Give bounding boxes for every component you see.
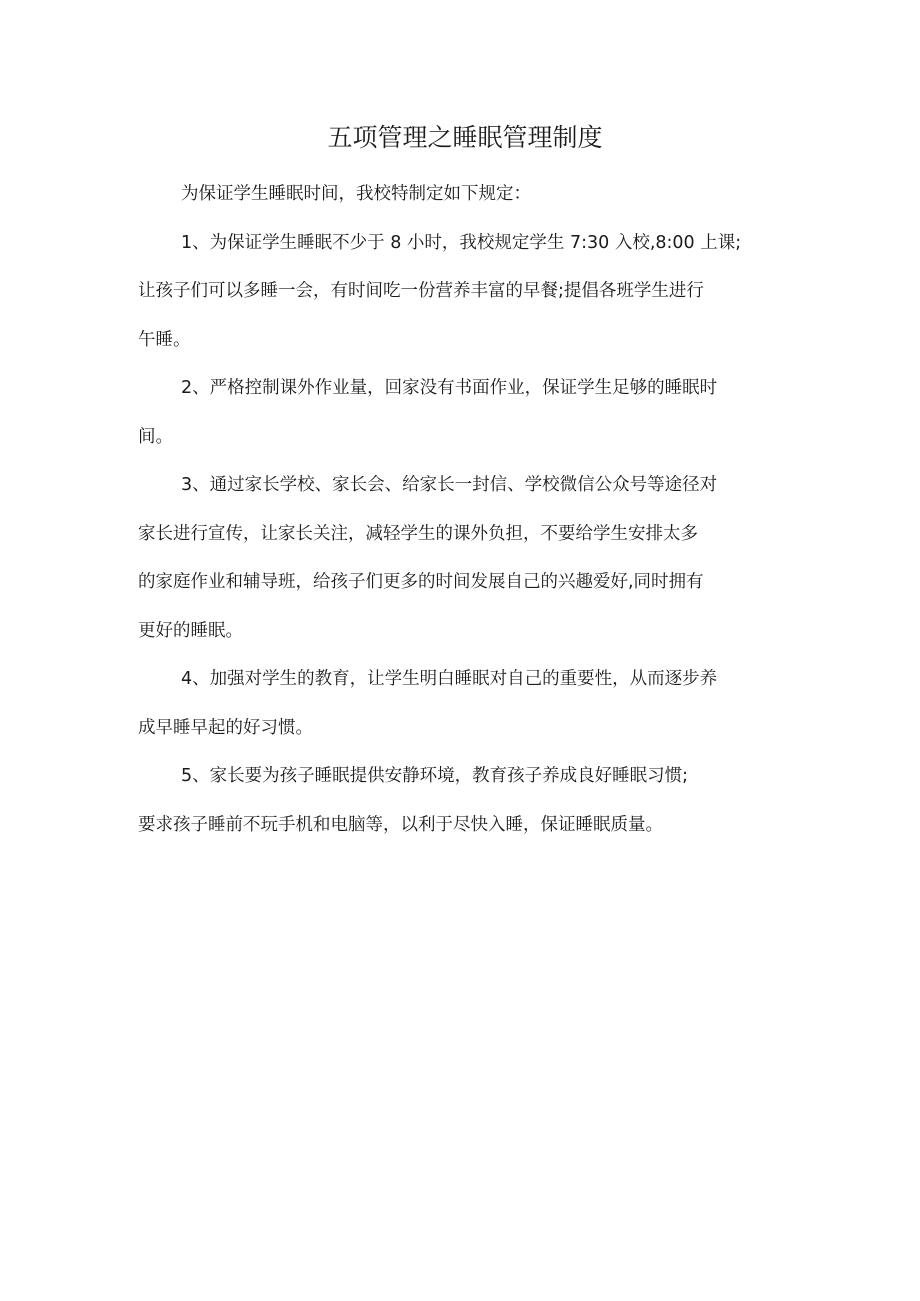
closing-line: 要求孩子睡前不玩手机和电脑等，以利于尽快入睡，保证睡眠质量。 bbox=[138, 814, 663, 835]
rule-3-line-2: 家长进行宣传，让家长关注，减轻学生的课外负担，不要给学生安排太多 bbox=[138, 523, 698, 544]
rule-1-line-1: 1、为保证学生睡眠不少于 8 小时，我校规定学生 7:30 入校,8:00 上课; bbox=[181, 232, 742, 253]
rule-paragraph-1 bbox=[138, 219, 798, 365]
closing-paragraph bbox=[138, 801, 798, 850]
intro-paragraph bbox=[138, 170, 798, 219]
document-body bbox=[138, 170, 798, 849]
rule-1-line-2: 让孩子们可以多睡一会，有时间吃一份营养丰富的早餐;提倡各班学生进行 bbox=[138, 281, 704, 301]
rule-5-line-1: 5、家长要为孩子睡眠提供安静环境，教育孩子养成良好睡眠习惯; bbox=[181, 766, 689, 786]
intro-line: 为保证学生睡眠时间，我校特制定如下规定： bbox=[181, 184, 531, 204]
rule-paragraph-5 bbox=[138, 752, 798, 801]
document-title: 五项管理之睡眠管理制度 bbox=[327, 123, 603, 152]
rule-1-line-3: 午睡。 bbox=[138, 329, 191, 350]
rule-3-line-4: 更好的睡眠。 bbox=[138, 620, 243, 641]
rule-2-line-1: 2、严格控制课外作业量，回家没有书面作业，保证学生足够的睡眠时 bbox=[181, 378, 718, 398]
rule-paragraph-3 bbox=[138, 461, 798, 655]
rule-paragraph-4 bbox=[138, 655, 798, 752]
rule-4-line-1: 4、加强对学生的教育，让学生明白睡眠对自己的重要性，从而逐步养 bbox=[181, 669, 718, 689]
rule-3-line-1: 3、通过家长学校、家长会、给家长一封信、学校微信公众号等途径对 bbox=[181, 475, 718, 495]
rule-3-line-3: 的家庭作业和辅导班，给孩子们更多的时间发展自己的兴趣爱好,同时拥有 bbox=[138, 572, 704, 592]
rule-4-line-2: 成早睡早起的好习惯。 bbox=[138, 717, 313, 738]
rule-2-line-2: 间。 bbox=[138, 426, 173, 447]
rule-paragraph-2 bbox=[138, 364, 798, 461]
